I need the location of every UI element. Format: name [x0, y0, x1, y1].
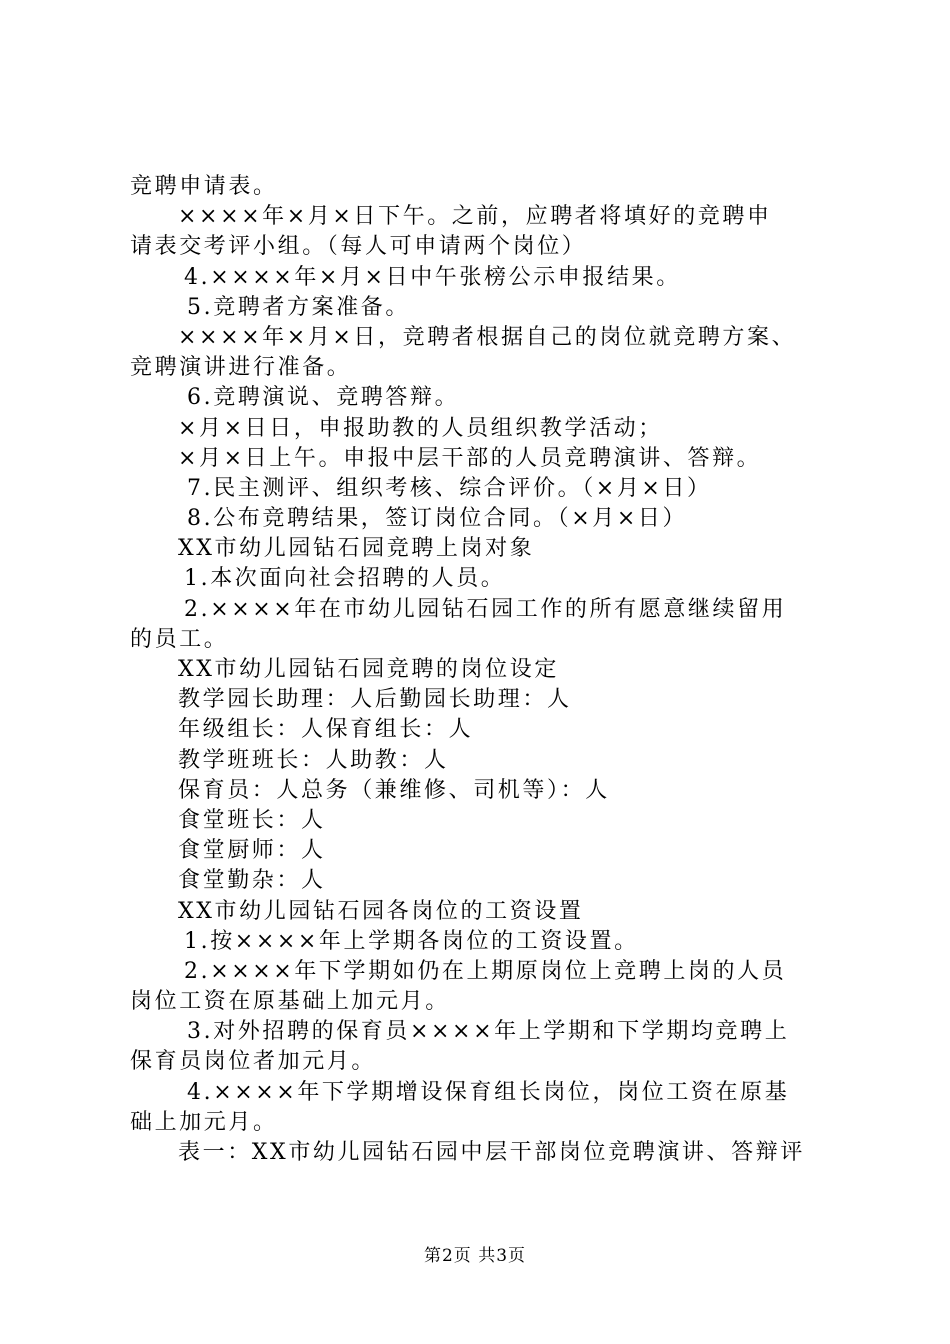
text-line: 表一：XX市幼儿园钻石园中层干部岗位竞聘演讲、答辩评 — [178, 1140, 805, 1165]
text-line: 7.民主测评、组织考核、综合评价。（×月×日） — [187, 475, 712, 501]
text-line: 4.××××年×月×日中午张榜公示申报结果。 — [184, 264, 681, 290]
text-line: 6.竞聘演说、竞聘答辩。 — [187, 385, 460, 411]
text-line: 的员工。 — [130, 626, 229, 652]
text-line: 请表交考评小组。（每人可申请两个岗位） — [130, 234, 587, 260]
text-line: ×月×日上午。申报中层干部的人员竞聘演讲、答辩。 — [178, 445, 762, 471]
text-line: 食堂勤杂：人 — [178, 868, 326, 894]
text-line: 教学班班长：人助教：人 — [178, 747, 449, 773]
text-line: 5.竞聘者方案准备。 — [187, 294, 410, 320]
text-line: 竞聘演讲进行准备。 — [130, 355, 352, 381]
text-line: 教学园长助理：人后勤园长助理：人 — [178, 687, 572, 713]
document-body — [130, 172, 832, 1168]
text-line: 1.本次面向社会招聘的人员。 — [184, 566, 506, 592]
text-line: 竞聘申请表。 — [130, 174, 278, 199]
text-line: ×月×日日，申报助教的人员组织教学活动； — [178, 415, 663, 441]
text-line: 保育员：人总务（兼维修、司机等）：人 — [178, 777, 610, 803]
text-line: ××××年×月×日，竞聘者根据自己的岗位就竞聘方案、 — [178, 324, 797, 350]
text-line: 1.按××××年上学期各岗位的工资设置。 — [184, 928, 639, 954]
text-line: 础上加元月。 — [130, 1109, 278, 1135]
text-line: 岗位工资在原基础上加元月。 — [130, 989, 450, 1015]
text-line: XX市幼儿园钻石园竞聘上岗对象 — [178, 536, 535, 562]
text-line: 3.对外招聘的保育员××××年上学期和下学期均竞聘上 — [187, 1019, 790, 1045]
text-line: XX市幼儿园钻石园各岗位的工资设置 — [178, 898, 584, 924]
text-line: 年级组长：人保育组长：人 — [178, 717, 474, 743]
text-line: 4.××××年下学期增设保育组长岗位，岗位工资在原基 — [187, 1079, 790, 1105]
text-line: 食堂厨师：人 — [178, 838, 326, 864]
text-line: 2.××××年下学期如仍在上期原岗位上竞聘上岗的人员 — [184, 958, 787, 984]
page-footer: 第2页 共3页 — [423, 1246, 527, 1266]
text-line: ××××年×月×日下午。之前，应聘者将填好的竞聘申 — [178, 204, 772, 230]
text-line: 食堂班长：人 — [178, 807, 326, 833]
text-line: 保育员岗位者加元月。 — [130, 1049, 377, 1075]
text-line: XX市幼儿园钻石园竞聘的岗位设定 — [178, 657, 559, 682]
text-line: 8.公布竞聘结果，签订岗位合同。（×月×日） — [187, 506, 688, 532]
text-line: 2.××××年在市幼儿园钻石园工作的所有愿意继续留用 — [184, 596, 787, 622]
